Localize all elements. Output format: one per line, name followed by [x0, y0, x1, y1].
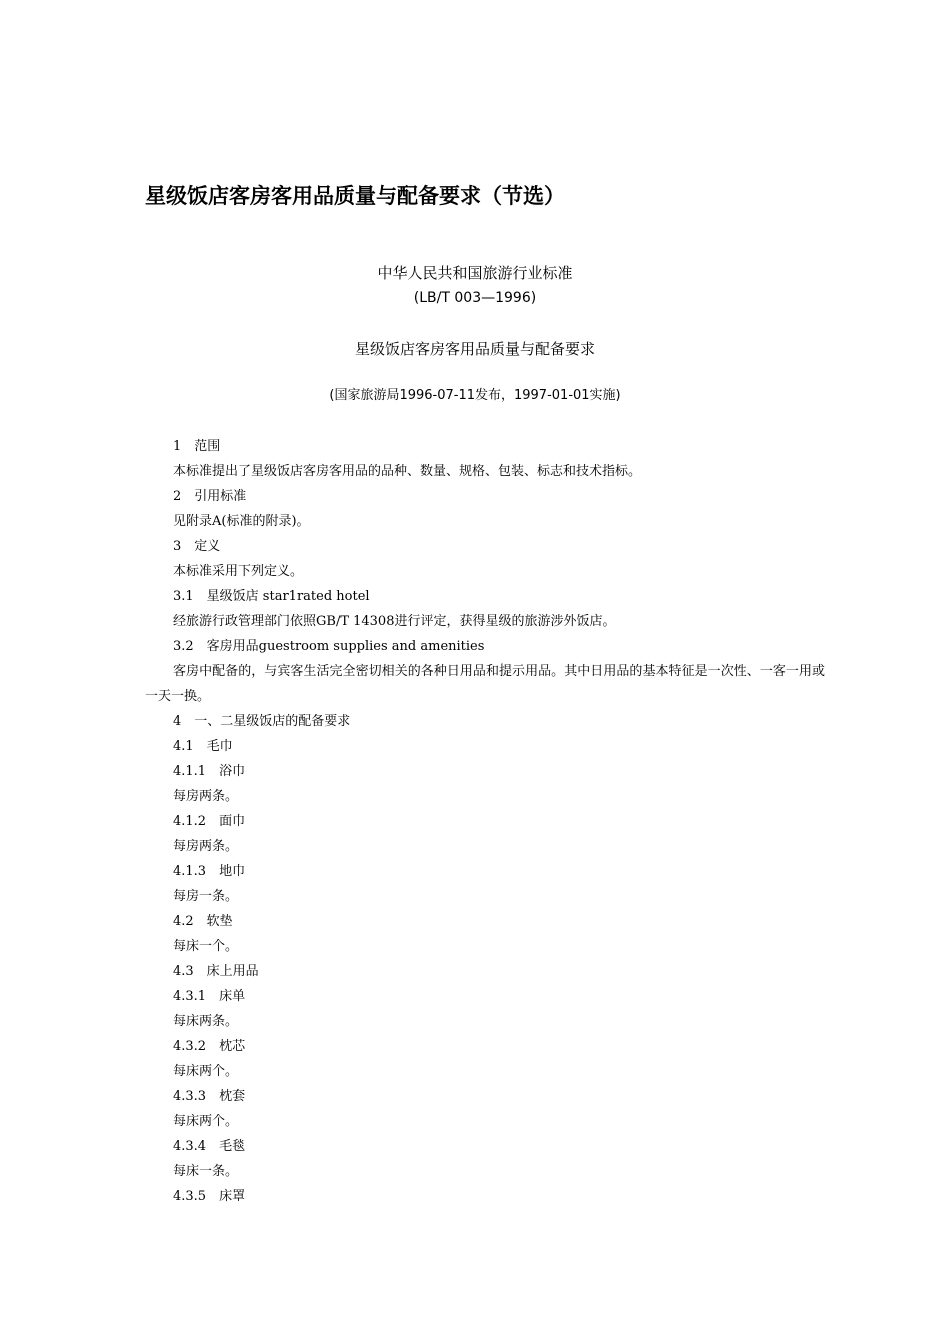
standard-title: 星级饭店客房客用品质量与配备要求	[354, 340, 595, 358]
paragraph: 每床两条。	[173, 1014, 239, 1029]
paragraph: 4.3.1 床单	[173, 989, 246, 1004]
paragraph: 每房两条。	[173, 839, 239, 854]
paragraph: 每房两条。	[173, 789, 239, 804]
document-body	[145, 434, 825, 1209]
paragraph: 3.2 客房用品guestroom supplies and amenities	[173, 639, 485, 654]
paragraph: 4.3 床上用品	[173, 964, 259, 979]
document-title: 星级饭店客房客用品质量与配备要求（节选）	[145, 184, 565, 208]
paragraph: 4.1.1 浴巾	[173, 764, 246, 779]
paragraph: 经旅游行政管理部门依照GB/T 14308进行评定，获得星级的旅游涉外饭店。	[173, 614, 616, 629]
paragraph: 每房一条。	[173, 889, 239, 904]
paragraph: 4.1 毛巾	[173, 739, 233, 754]
paragraph: 4 一、二星级饭店的配备要求	[173, 714, 351, 729]
paragraph: 客房中配备的，与宾客生活完全密切相关的各种日用品和提示用品。其中日用品的基本特征是一次性、一客一用或一天一换。	[145, 664, 825, 704]
issue-date-note: (国家旅游局1996-07-11发布，1997-01-01实施)	[329, 388, 621, 403]
paragraph: 3.1 星级饭店 star1rated hotel	[173, 589, 370, 604]
standard-organization: 中华人民共和国旅游行业标准	[377, 264, 573, 282]
paragraph: 本标准提出了星级饭店客房客用品的品种、数量、规格、包装、标志和技术指标。	[173, 464, 642, 479]
paragraph: 每床一个。	[173, 939, 239, 954]
paragraph: 本标准采用下列定义。	[173, 564, 304, 579]
paragraph: 4.3.3 枕套	[173, 1089, 246, 1104]
paragraph: 4.2 软垫	[173, 914, 233, 929]
paragraph: 2 引用标准	[173, 489, 247, 504]
paragraph: 见附录A(标准的附录)。	[173, 514, 310, 529]
paragraph: 1 范围	[173, 439, 221, 454]
paragraph: 每床一条。	[173, 1164, 239, 1179]
paragraph: 4.3.5 床罩	[173, 1189, 246, 1204]
paragraph: 4.3.4 毛毯	[173, 1139, 246, 1154]
standard-code: (LB/T 003—1996)	[413, 290, 537, 306]
paragraph: 4.1.2 面巾	[173, 814, 246, 829]
paragraph: 4.1.3 地巾	[173, 864, 246, 879]
paragraph: 4.3.2 枕芯	[173, 1039, 246, 1054]
paragraph: 每床两个。	[173, 1064, 239, 1079]
paragraph: 每床两个。	[173, 1114, 239, 1129]
paragraph: 3 定义	[173, 539, 221, 554]
